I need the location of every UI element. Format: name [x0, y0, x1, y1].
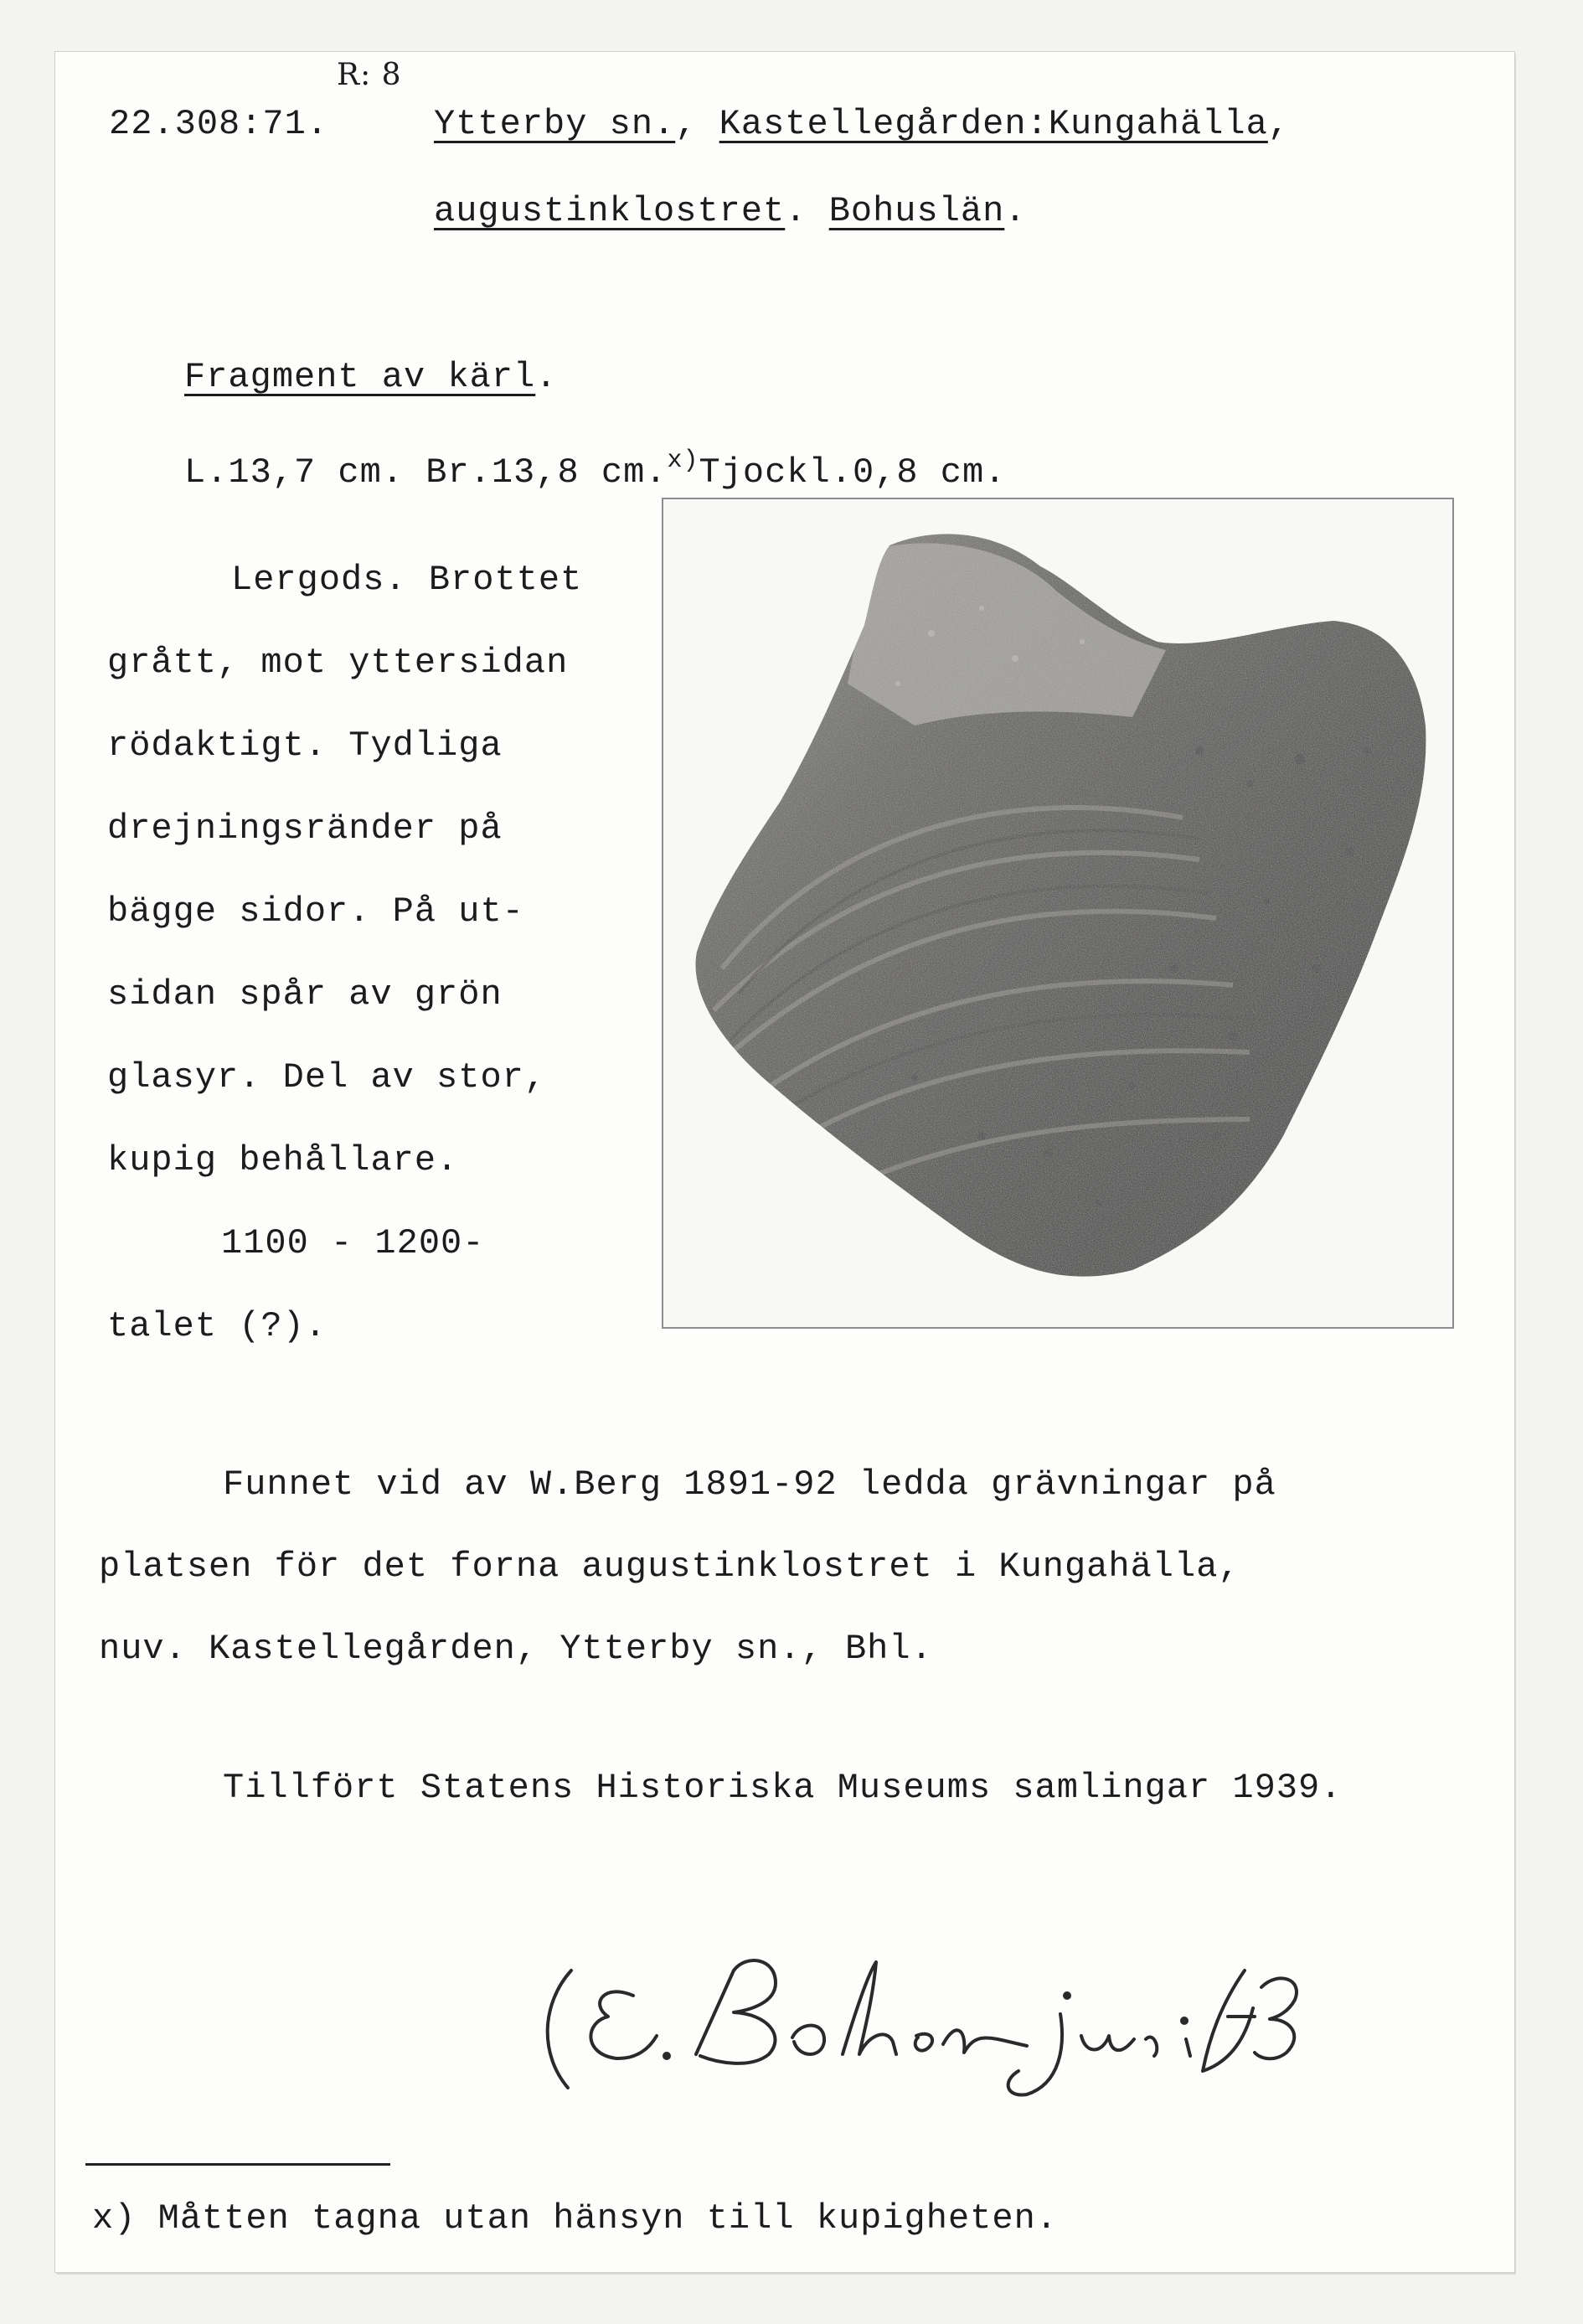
- object-title-period: .: [535, 357, 558, 397]
- heading-place-province: Bohuslän: [828, 191, 1005, 231]
- heading-line-2: [434, 189, 1027, 233]
- heading-line-1: [434, 102, 1290, 146]
- description-line: 1100 - 1200-: [221, 1223, 485, 1263]
- description-line: bägge sidor. På ut-: [107, 891, 524, 932]
- heading-separator: .: [785, 191, 829, 231]
- heading-trailing-period: .: [1004, 191, 1027, 231]
- acquisition-note: Tillfört Statens Historiska Museums samlingar 1939.: [223, 1768, 1343, 1808]
- description-line: glasyr. Del av stor,: [107, 1057, 547, 1097]
- handwritten-signature: [524, 1937, 1312, 2109]
- heading-place-monastery: augustinklostret: [434, 191, 786, 231]
- description-line: grått, mot yttersidan: [107, 643, 569, 683]
- heading-trailing-comma: ,: [1267, 104, 1290, 144]
- footnote-marker: x): [667, 447, 699, 475]
- signature-drawing: [524, 1937, 1312, 2105]
- description-line: rödaktigt. Tydliga: [107, 726, 503, 766]
- catalog-number: 22.308:71.: [109, 104, 329, 144]
- heading-place-farm: Kastellegården:Kungahälla: [719, 104, 1268, 144]
- footnote-separator: [85, 2163, 390, 2166]
- find-note-line: platsen för det forna augustinklostret i Kungahälla,: [99, 1547, 1240, 1587]
- description-line: sidan spår av grön: [107, 974, 503, 1015]
- object-title-text: Fragment av kärl: [184, 357, 536, 397]
- find-note-line: Funnet vid av W.Berg 1891-92 ledda grävningar på: [223, 1464, 1276, 1505]
- find-note-line: nuv. Kastellegården, Ytterby sn., Bhl.: [99, 1629, 933, 1669]
- footnote: x) Måtten tagna utan hänsyn till kupigheten.: [92, 2198, 1058, 2239]
- description-line: kupig behållare.: [107, 1140, 459, 1180]
- description-line: drejningsränder på: [107, 808, 503, 849]
- measurements-length-width: L.13,7 cm. Br.13,8 cm.: [184, 452, 668, 493]
- reference-mark: R: 8: [337, 58, 402, 92]
- heading-place-parish: Ytterby sn.: [434, 104, 676, 144]
- heading-separator: ,: [675, 104, 719, 144]
- catalog-card: [55, 52, 1514, 2272]
- description-line: Lergods. Brottet: [231, 560, 583, 600]
- sherd-image: [663, 499, 1452, 1327]
- measurements: [184, 439, 1006, 494]
- object-title: [184, 355, 557, 399]
- sherd-photograph: [662, 498, 1454, 1329]
- description-line: talet (?).: [107, 1306, 327, 1346]
- measurements-thickness: Tjockl.0,8 cm.: [699, 452, 1007, 493]
